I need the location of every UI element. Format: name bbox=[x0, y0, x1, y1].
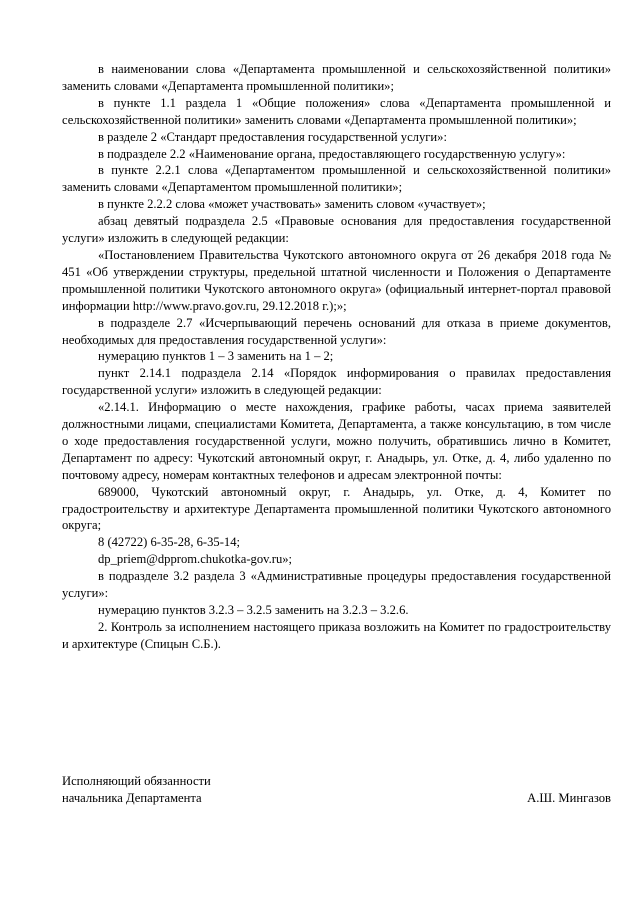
paragraph: в подразделе 2.2 «Наименование органа, предоставляющего государственную услугу»: bbox=[98, 146, 566, 161]
document-body bbox=[62, 61, 611, 653]
paragraph: «Постановлением Правительства Чукотского автономного округа от 26 декабря 2018 года № 451 «Об утверждении структуры, предельной штатной численности и Положения о Департаменте промышленной политики Чукотского автономного округа» (официальный интернет-портал правовой информации http://www.pravo.gov.ru, 29.12.2018 г.);»; bbox=[62, 247, 611, 313]
paragraph: 689000, Чукотский автономный округ, г. Анадырь, ул. Отке, д. 4, Комитет по градостроительству и архитектуре Департамента промышленной политики Чукотского автономного округа; bbox=[62, 484, 611, 533]
paragraph: «2.14.1. Информацию о месте нахождения, графике работы, часах приема заявителей должностными лицами, специалистами Комитета, Департамента, а также консультацию, в том числе о ходе предоставления государственной услуги, можно получить, обратившись лично в Комитет, Департамент по адресу: Чукотский автономный округ, г. Анадырь, ул. Отке, д. 4, либо удаленно по почтовому адресу, номерам контактных телефонов и адресам электронной почты: bbox=[62, 400, 611, 482]
signatory-position-line1: Исполняющий обязанности bbox=[62, 774, 211, 788]
paragraph: в подразделе 2.7 «Исчерпывающий перечень оснований для отказа в приеме документов, необходимых для предоставления государственной услуги»: bbox=[62, 315, 611, 347]
signature-row bbox=[62, 790, 611, 807]
paragraph: абзац девятый подраздела 2.5 «Правовые основания для предоставления государственной услуги» изложить в следующей редакции: bbox=[62, 214, 611, 246]
paragraph: в пункте 2.2.2 слова «может участвовать» заменить словом «участвует»; bbox=[98, 197, 486, 212]
paragraph: в разделе 2 «Стандарт предоставления государственной услуги»: bbox=[98, 129, 447, 144]
signatory-name: А.Ш. Мингазов bbox=[527, 790, 611, 805]
paragraph: dp_priem@dpprom.chukotka-gov.ru»; bbox=[98, 552, 293, 567]
paragraph: в пункте 1.1 раздела 1 «Общие положения» слова «Департамента промышленной и сельскохозяйственной политики» заменить словами «Департамента промышленной политики»; bbox=[62, 95, 611, 127]
signatory-position-line2: начальника Департамента bbox=[62, 790, 202, 805]
signature-block bbox=[62, 773, 611, 807]
paragraph: нумерацию пунктов 3.2.3 – 3.2.5 заменить на 3.2.3 – 3.2.6. bbox=[98, 603, 409, 617]
paragraph: 2. Контроль за исполнением настоящего приказа возложить на Комитет по градостроительству и архитектуре (Спицын С.Б.). bbox=[62, 619, 611, 651]
paragraph: в пункте 2.2.1 слова «Департаментом промышленной и сельскохозяйственной политики» заменить словами «Департаментом промышленной политики»; bbox=[62, 163, 611, 195]
paragraph: нумерацию пунктов 1 – 3 заменить на 1 – 2; bbox=[98, 349, 334, 364]
paragraph: 8 (42722) 6-35-28, 6-35-14; bbox=[98, 535, 241, 550]
paragraph: пункт 2.14.1 подраздела 2.14 «Порядок информирования о правилах предоставления государственной услуги» изложить в следующей редакции: bbox=[62, 366, 611, 398]
paragraph: в наименовании слова «Департамента промышленной и сельскохозяйственной политики» заменить словами «Департамента промышленной политики»; bbox=[62, 62, 611, 93]
paragraph: в подразделе 3.2 раздела 3 «Административные процедуры предоставления государственной услуги»: bbox=[62, 569, 611, 601]
